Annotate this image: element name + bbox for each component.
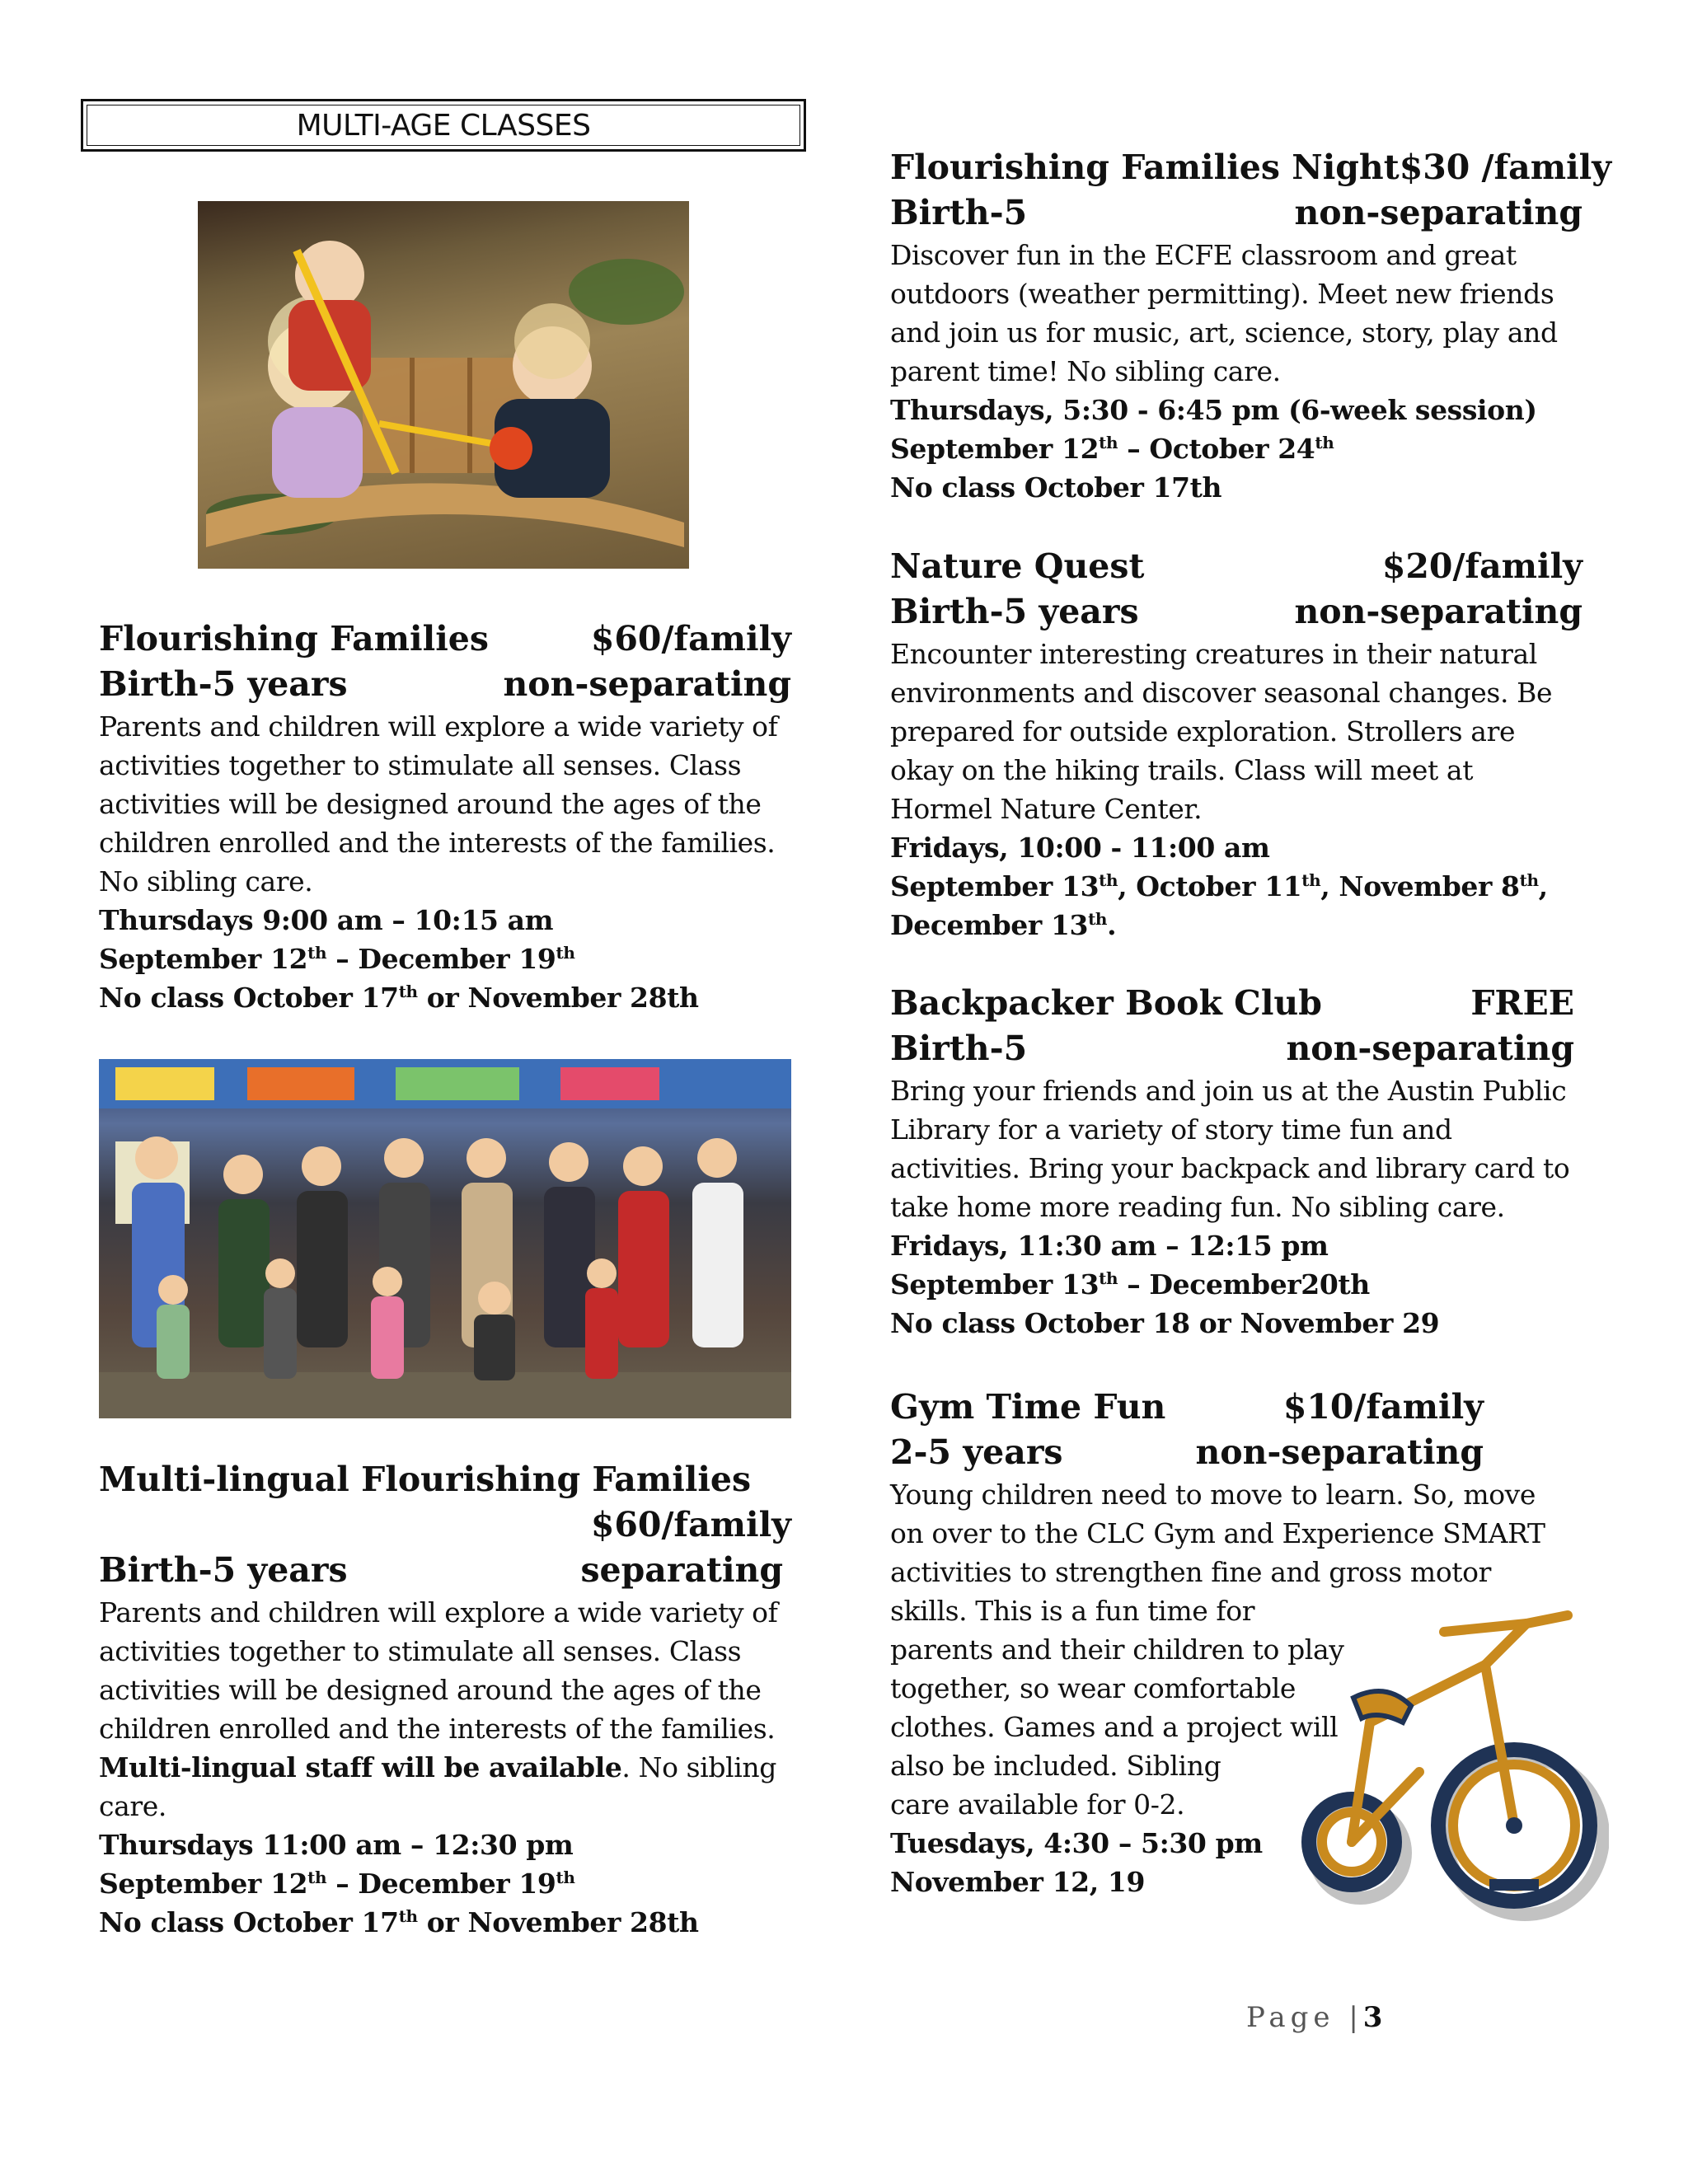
class-price: FREE — [1470, 983, 1574, 1023]
class-price: $10/family — [1282, 1387, 1484, 1427]
class-description: Discover fun in the ECFE classroom and great outdoors (weather permitting). Meet new friends and join us for music, art, science, story, play and parent time! No sibling care. — [890, 239, 1558, 387]
class-nature-quest — [890, 544, 1582, 944]
class-time: Thursdays 11:00 am – 12:30 pm — [99, 1829, 574, 1861]
class-price: $20/family — [1381, 546, 1582, 586]
class-description: Parents and children will explore a wide variety of activities together to stimulate all senses. Class activities will be designed around the ages of the children enrolled and the interests of the families. No sibling care. — [99, 710, 778, 898]
class-price: $60/family — [590, 619, 791, 658]
class-age: Birth-5 years — [890, 592, 1139, 631]
class-no-class: No class October 17th — [890, 471, 1222, 504]
class-name: Gym Time Fun — [890, 1387, 1166, 1427]
class-no-class: No class October 17th or November 28th — [99, 1906, 699, 1938]
class-description: Young children need to move to learn. So, move on over to the CLC Gym and Experience SMART activities to strengthen fine and gross motor skills. This is a fun time for parents and their children to play together, so wear comfortable clothes. Games and a project will also be included. Sibling care available for 0-2. — [890, 1479, 1545, 1821]
class-age: Birth-5 years — [99, 1550, 348, 1590]
tricycle-icon — [1296, 1599, 1609, 1929]
class-time: Thursdays 9:00 am – 10:15 am — [99, 904, 554, 936]
class-age: Birth-5 — [890, 193, 1028, 232]
section-header — [81, 99, 806, 152]
class-dates: September 12th – December 19th — [99, 1868, 575, 1900]
page-label: Page — [1246, 2001, 1335, 2034]
class-ff-night — [890, 145, 1612, 507]
section-title: MULTI-AGE CLASSES — [296, 108, 591, 143]
class-flourishing-families — [99, 616, 791, 1017]
class-time: Tuesdays, 4:30 – 5:30 pm — [890, 1827, 1263, 1859]
class-name: Nature Quest — [890, 546, 1145, 586]
class-backpacker-book-club — [890, 981, 1574, 1343]
class-price: $60/family — [590, 1505, 791, 1544]
class-name: Flourishing Families Night — [890, 148, 1400, 187]
class-description: Bring your friends and join us at the Austin Public Library for a variety of story time fun and activities. Bring your backpack and library card to take home more reading fun. No sibling care. — [890, 1075, 1570, 1223]
class-age: Birth-5 years — [99, 664, 348, 704]
class-dates: September 12th – December 19th — [99, 943, 575, 975]
class-dates: September 12th – October 24th — [890, 433, 1334, 465]
class-no-class: No class October 17th or November 28th — [99, 982, 699, 1014]
class-description: Encounter interesting creatures in their natural environments and discover seasonal changes. Be prepared for outside exploration. Strollers are okay on the hiking trails. Class will meet at Hormel Nature Center. — [890, 638, 1553, 825]
class-time: Fridays, 11:30 am – 12:15 pm — [890, 1230, 1329, 1262]
class-no-class: No class October 18 or November 29 — [890, 1307, 1440, 1339]
class-type: non-separating — [1294, 193, 1582, 232]
class-dates-continued: December 13th. — [890, 909, 1117, 941]
class-age: Birth-5 — [890, 1029, 1028, 1068]
page-separator: | — [1348, 2001, 1358, 2034]
class-multilingual — [99, 1457, 791, 1942]
class-time: Thursdays, 5:30 - 6:45 pm (6-week session) — [890, 394, 1537, 426]
class-type: non-separating — [1195, 1432, 1484, 1472]
class-name: Backpacker Book Club — [890, 983, 1322, 1023]
class-age: 2-5 years — [890, 1432, 1063, 1472]
class-type: separating — [580, 1550, 783, 1590]
children-playing-photo — [198, 201, 689, 569]
page-number-value: 3 — [1362, 2001, 1383, 2034]
class-description: Parents and children will explore a wide variety of activities together to stimulate all senses. Class activities will be designed around the ages of the children enrolled and the interests of the families. Multi-lingual staff will be available. No sibling care. — [99, 1596, 778, 1822]
page-number — [1246, 2001, 1382, 2034]
class-dates: September 13th, October 11th, November 8th, — [890, 870, 1548, 902]
class-name: Multi-lingual Flourishing Families — [99, 1460, 752, 1499]
class-dates: November 12, 19 — [890, 1866, 1146, 1898]
class-name: Flourishing Families — [99, 619, 489, 658]
multilingual-staff-note: Multi-lingual staff will be available — [99, 1751, 622, 1783]
class-dates: September 13th – December20th — [890, 1268, 1370, 1301]
class-type: non-separating — [1286, 1029, 1574, 1068]
class-time: Fridays, 10:00 - 11:00 am — [890, 832, 1270, 864]
class-price: $30 /family — [1399, 148, 1612, 187]
class-type: non-separating — [1294, 592, 1582, 631]
class-type: non-separating — [503, 664, 791, 704]
group-families-photo — [99, 1059, 791, 1418]
